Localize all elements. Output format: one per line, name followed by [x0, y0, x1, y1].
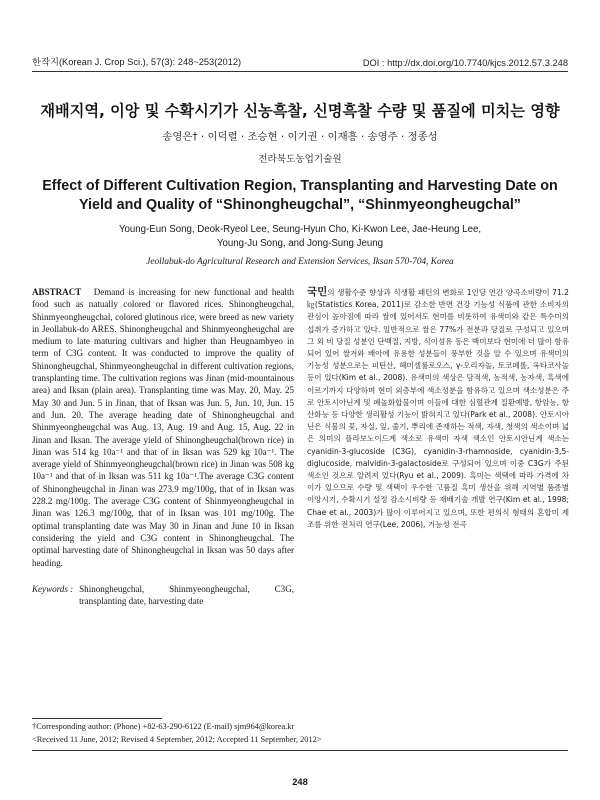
journal-citation: 한작지(Korean J. Crop Sci.), 57(3): 248~253(2012) — [32, 57, 242, 67]
keywords-label: Keywords : — [32, 583, 74, 594]
title-korean: 재배지역, 이앙 및 수확시기가 신농흑찰, 신명흑찰 수량 및 품질에 미치는 영향 — [40, 102, 560, 120]
authors-english-line1: Young-Eun Song, Deok-Ryeol Lee, Seung-Hyun Cho, Ki-Kwon Lee, Jae-Heung Lee, — [118, 224, 482, 235]
affiliation-korean: 전라북도농업기술원 — [258, 154, 342, 165]
title-english: Effect of Different Cultivation Region, Transplanting and Harvesting Date on Yield and Quality of “Shinongheugchal”, “Shinmyeongheugchal” — [42, 178, 558, 213]
page-number: 248 — [292, 777, 308, 787]
footnote-divider — [32, 718, 162, 719]
authors-english — [60, 223, 540, 251]
introduction-column — [307, 286, 569, 712]
doi-link[interactable]: DOI : http://dx.doi.org/10.7740/kjcs.2012.57.3.248 — [362, 58, 568, 68]
footer-divider — [32, 750, 568, 751]
intro-dropcap: 국민 — [307, 286, 328, 298]
introduction — [307, 286, 569, 531]
keywords — [32, 583, 294, 608]
abstract-column — [32, 286, 294, 670]
abstract — [32, 286, 294, 569]
intro-text: 의 생활수준 향상과 식생활 패턴의 변화로 1인당 연간 양곡소비량이 71.2 ㎏(Statistics Korea, 2011)로 감소한 반면 건강 기능성 식품에 관한 소비자의 관심이 높아짐에 따라 쌀에 있어서도 현미를 비롯하여 유색미와 같은 특수미의 섭취가 증가하고 있다. 일반적으로 쌀은 77%가 전분과 당질로 구성되고 있으며 그 외 비 당질 성분인 단백질, 지방, 식이섬유 등은 백미보다 현미에 더 많이 함유되어 있어 쌀겨와 배아에 유용한 성분들이 풍부한 것을 알 수 있으며 유색미의 기능성 성분으로는 피틴산, 헤미셀룰로오스, γ-오리자놀, 토코페롤, 옥타코사놀등이 있다(Kim et al., 2008). 유색미의 색상은 담적색, 농적색, 농자색, 흑색에 이르기까지 다양하며 현미 외층부에 색소성분을 함유하고 있으며 색소성분은 주로 안토시아닌계 및 폐놀화합물이며 이들에 대한 심혈관계 질환예방, 항암능, 항산화능 등 다양한 생리활성 기능이 밝혀지고 있다(Park et al., 2008). 안토시아닌은 식물의 꽃, 자실, 잎, 줄기, 뿌리에 존재하는 적색, 자색, 청색의 색소이며 넓은 의미의 플라보노이드계 색소로 유색미 자색 색소인 안토시안닌계 색소는 cyanidin-3-glucoside (C3G), cyanidin-3-rhamnoside, cyanidin-3,5-diglucoside, malvidin-3-galactoside로 구성되어 있으며 이중 C3G가 주된 색소인 것으로 알려져 있다(Ryu et al., 2009). 흑미는 색택에 따라 가격에 차이가 있으므로 수량 및 색택이 우수한 고품질 흑미 생산을 위해 지역별 품종별 이앙시기, 수확시기 설정 감소시비량 등 재배기술 개발 연구(Kim et al., 1998; Chae et al., 2003)가 많이 이루어지고 있으며, 또한 편의식 형태의 혼합미 제조를 위한 전처리 연구(Lee, 2006), 기능성 전곡 — [307, 288, 569, 529]
authors-english-line2: Young-Ju Song, and Jong-Sung Jeung — [216, 238, 384, 249]
keywords-text: Shinongheugchal, Shinmyeongheugchal, C3G, transplanting date, harvesting date — [79, 583, 294, 607]
received-dates: <Received 11 June, 2012; Revised 4 September, 2012; Accepted 11 September, 2012> — [32, 735, 322, 744]
running-header — [32, 46, 568, 72]
authors-korean: 송영은† · 이덕렬 · 조승현 · 이기권 · 이재흥 · 송영주 · 정종성 — [162, 131, 438, 143]
abstract-label: ABSTRACT — [32, 287, 82, 297]
abstract-text: Demand is increasing for new functional and health food such as natually colored or flavored rices. Shinongheugchal, Shinmyeongheugchal, colored glutinous rice, were breed as new variety in Jeollabuk-do ARES. Shinongheugchal and Shinmyeongheugchal are medium to late maturing cultivars and higher than Heugnambyeo in term of C3G content. It was conducted to improve the quality of Shinongheugchal, Shinmyeongheugchal in different cultivation regions, transplanting time. The cultivation regions was Jinan (mid-mountainous area) and Iksan (plain area). Transplanting time was May. 20, May. 25 May 30 and Jun. 5 in Jinan, that of Iksan was Jun. 5, Jun. 10, Jun. 15 and Jun. 20. The average heading date of Shinongheugchal and Shinmyeongheugchal was Aug. 13, Aug. 19 and Aug. 15, Aug. 22 in Jinan and Iksan. The average yield of Shinongheugchal(brown rice) in Jinan was 514 kg 10a⁻¹ and that of in Iksan was 529 kg 10a⁻¹. The average yield of Shinmyeongheugchal(brown rice) in Jinan was 508 kg 10a⁻¹ and that of in Iksan was 511 kg 10a⁻¹.The average C3G content of Shinongheugchal in Jinan was 273.9 mg/100g, that of in Iksan was 228.2 mg/100g. The average C3G content of Shinmyeongheugchal in Jinan was 126.3 mg/100g, that of in Iksan was 101 mg/100g. The optimal transplanting date was May 30 in Jinan and June 10 in Iksan considering the yield and C3G content in Shinongheugchal. The optimal harvesting date of Shinongheugchal in Iksan was 50 days after heading. — [32, 287, 294, 568]
corresponding-author-note: †Corresponding author: (Phone) +82-63-290-6122 (E-mail) sjm964@korea.kr — [32, 722, 295, 731]
affiliation-english: Jeollabuk-do Agricultural Research and Extension Services, Iksan 570-704, Korea — [146, 257, 454, 267]
